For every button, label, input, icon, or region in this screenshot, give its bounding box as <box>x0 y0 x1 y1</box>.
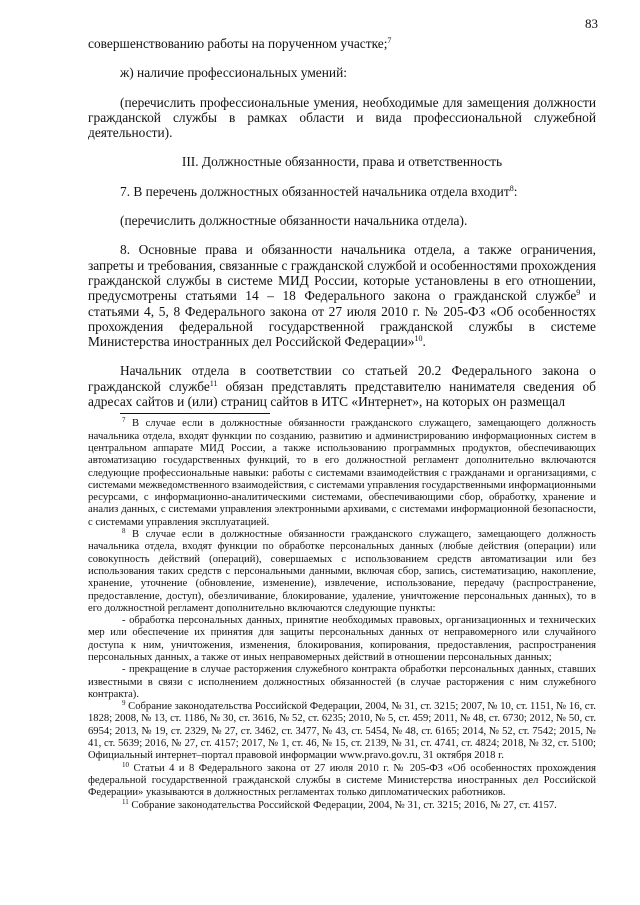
point-7: 7. В перечень должностных обязанностей начальника отдела входит$^8$: <box>120 183 518 199</box>
footnote-8-item-2: - прекращение в случае расторжения служебного контракта обработки персональных данных, ставших известными в связи с исполнением должностных обязанностей (в случае расторжения с ним служебного контракта). <box>88 664 596 700</box>
footnote-10: $^{10}$ Статьи 4 и 8 Федерального закона от 27 июля 2010 г. № 205-ФЗ «Об особенностях прохождения федеральной государственной гражданской службы в системе Министерства иностранных дел Российской Федерации» указываются в должностных регламентах только дипломатических работников. <box>88 760 596 799</box>
footnote-8-item-1: - обработка персональных данных, принятие необходимых правовых, организационных и технических мер или обеспечение их принятия для защиты персональных данных от неправомерного или случайного доступа к ним, уничтожения, изменения, блокирования, копирования, предоставления, распространения персональных данных, а также от иных неправомерных действий в отношении персональных данных; <box>88 615 596 663</box>
footnote-ref-10: 10 <box>414 334 423 344</box>
footnote-ref-11: 11 <box>209 378 218 388</box>
footnotes <box>88 418 596 812</box>
top-line: совершенствованию работы на порученном участке;$^7$ <box>88 36 392 51</box>
instruction-duties: (перечислить должностные обязанности начальника отдела). <box>120 213 468 229</box>
instruction-skills: (перечислить профессиональные умения, необходимые для замещения должности гражданской службы в рамках области и вида профессиональной служебной деятельности). <box>88 94 596 141</box>
footnote-ref-7: 7 <box>387 36 392 45</box>
footnote-7: $^7$ В случае если в должностные обязанности гражданского служащего, замещающего должность начальника отдела, входят функции по созданию, развитию и администрированию информационных систем в центральном аппарате МИД России, а также использованию программных продуктов, обеспечивающих автоматизацию государственных функций, то в его должностной регламент дополнительно включаются следующие профессиональные навыки: работы с системами взаимодействия с гражданами и организациями, с системами межведомственного взаимодействия, с системами управления государственными информационными ресурсами, с информационно-аналитическими системами, обеспечивающими сбор, обработку, хранение и анализ данных, с системами управления электронными архивами, с системами информационной безопасности, с системами управления эксплуатацией. <box>88 416 596 528</box>
footnote-9: $^9$ Собрание законодательства Российской Федерации, 2004, № 31, ст. 3215; 2007, № 10, ст. 1151, № 16, ст. 1828; 2008, № 13, ст. 1186, № 30, ст. 3616, № 52, ст. 6235; 2010, № 5, ст. 459; 2011, № 48, ст. 6730; 2012, № 50, ст. 6954; 2013, № 19, ст. 2329, № 27, ст. 3462, ст. 3477, № 43, ст. 5454, № 48, ст. 6165; 2014, № 52, ст. 7542; 2015, № 41, ст. 5639; 2016, № 27, ст. 4157; 2017, № 1, ст. 46, № 15, ст. 2139, № 31, ст. 4741, ст. 4824; 2018, № 32, ст. 5100; Официальный интернет–портал правовой информации www.pravo.gov.ru, 31 октября 2018 г. <box>88 699 596 762</box>
point-8: 8. Основные права и обязанности начальника отдела, а также ограничения, запреты и требования, связанные с гражданской службой и особенностями прохождения гражданской службы в системе МИД России, которые установлены в его отношении, предусмотрены статьями 14 – 18 Федерального закона о гражданской службе$^9$ и статьями 4, 5, 8 Федерального закона от 27 июля 2010 г. № 205-ФЗ «Об особенностях прохождения федеральной государственной гражданской службы в системе Министерства иностранных дел Российской Федерации»$^{10}$. <box>88 242 596 350</box>
main-text <box>88 36 596 812</box>
footnote-8: $^8$ В случае если в должностные обязанности гражданского служащего, замещающего должность начальника отдела, входят функции по обработке персональных данных (любые действия (операции) или совокупность действий (операций), совершаемых с использованием средств автоматизации или без использования таких средств с персональными данными, включая сбор, запись, систематизацию, накопление, хранение, уточнение (обновление, изменение), извлечение, использование, передачу (распространение, предоставление, доступ), обезличивание, блокирование, удаление, уничтожение персональных данных), то в его должностной регламент дополнительно включаются следующие пункты: <box>88 527 596 614</box>
section-heading: III. Должностные обязанности, права и ответственность <box>181 154 503 170</box>
item-zh: ж) наличие профессиональных умений: <box>120 65 347 81</box>
footnote-11: $^{11}$ Собрание законодательства Российской Федерации, 2004, № 31, ст. 3215; 2016, № 27, ст. 4157. <box>122 797 557 811</box>
footnote-ref-9: 9 <box>576 288 581 298</box>
page-number: 83 <box>585 16 598 31</box>
paragraph-chief: Начальник отдела в соответствии со статьей 20.2 Федерального закона о гражданской службе$^{11}$ обязан представлять представителю нанимателя сведения об адресах сайтов и (или) страниц сайтов в ИТС «Интернет», на которых он размещал <box>88 363 596 410</box>
footnote-divider <box>120 413 270 414</box>
footnote-ref-8: 8 <box>509 183 514 193</box>
